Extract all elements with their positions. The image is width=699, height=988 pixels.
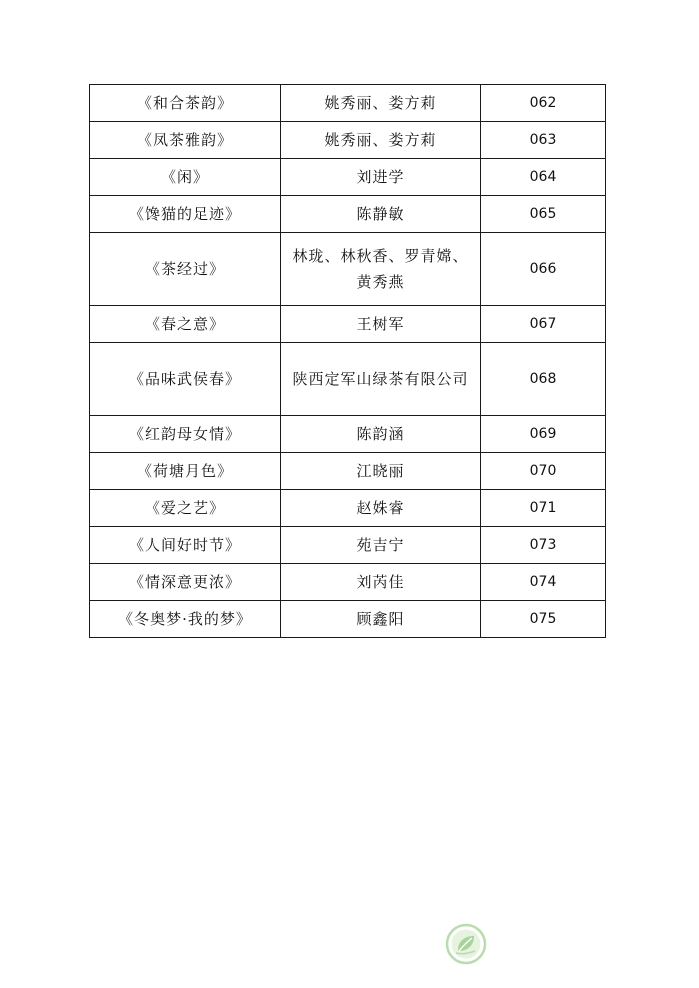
- table-row: [90, 159, 606, 196]
- title-cell: 《和合茶韵》: [90, 85, 281, 122]
- title-cell: 《人间好时节》: [90, 527, 281, 564]
- authors-cell: 江晓丽: [281, 453, 481, 490]
- title-cell: 《品味武侯春》: [90, 343, 281, 416]
- number-cell: 069: [481, 416, 606, 453]
- title-cell: 《茶经过》: [90, 233, 281, 306]
- table-row: [90, 233, 606, 306]
- number-cell: 063: [481, 122, 606, 159]
- authors-cell: 王树军: [281, 306, 481, 343]
- number-cell: 067: [481, 306, 606, 343]
- table-row: [90, 601, 606, 638]
- title-cell: 《闲》: [90, 159, 281, 196]
- number-cell: 073: [481, 527, 606, 564]
- authors-cell: 刘芮佳: [281, 564, 481, 601]
- title-cell: 《凤茶雅韵》: [90, 122, 281, 159]
- authors-cell: 姚秀丽、娄方莉: [281, 85, 481, 122]
- title-cell: 《冬奥梦·我的梦》: [90, 601, 281, 638]
- authors-cell: 陈韵涵: [281, 416, 481, 453]
- number-cell: 064: [481, 159, 606, 196]
- table-row: [90, 343, 606, 416]
- number-cell: 068: [481, 343, 606, 416]
- table-row: [90, 527, 606, 564]
- number-cell: 071: [481, 490, 606, 527]
- table-row: [90, 85, 606, 122]
- authors-cell: 陈静敏: [281, 196, 481, 233]
- number-cell: 066: [481, 233, 606, 306]
- number-cell: 074: [481, 564, 606, 601]
- authors-cell: 陕西定军山绿茶有限公司: [281, 343, 481, 416]
- table-row: [90, 564, 606, 601]
- authors-cell: 苑吉宁: [281, 527, 481, 564]
- title-cell: 《春之意》: [90, 306, 281, 343]
- title-cell: 《荷塘月色》: [90, 453, 281, 490]
- table-row: [90, 306, 606, 343]
- title-cell: 《红韵母女情》: [90, 416, 281, 453]
- entries-table: [89, 84, 606, 638]
- table-row: [90, 122, 606, 159]
- number-cell: 070: [481, 453, 606, 490]
- title-cell: 《爱之艺》: [90, 490, 281, 527]
- number-cell: 062: [481, 85, 606, 122]
- tea-leaf-logo-icon: [445, 923, 487, 965]
- table-row: [90, 196, 606, 233]
- authors-cell: 赵姝睿: [281, 490, 481, 527]
- table-row: [90, 453, 606, 490]
- number-cell: 065: [481, 196, 606, 233]
- title-cell: 《情深意更浓》: [90, 564, 281, 601]
- authors-cell: 顾鑫阳: [281, 601, 481, 638]
- authors-cell: 刘进学: [281, 159, 481, 196]
- table-row: [90, 416, 606, 453]
- table-row: [90, 490, 606, 527]
- authors-cell: 林珑、林秋香、罗青嫦、黄秀燕: [281, 233, 481, 306]
- authors-cell: 姚秀丽、娄方莉: [281, 122, 481, 159]
- number-cell: 075: [481, 601, 606, 638]
- title-cell: 《馋猫的足迹》: [90, 196, 281, 233]
